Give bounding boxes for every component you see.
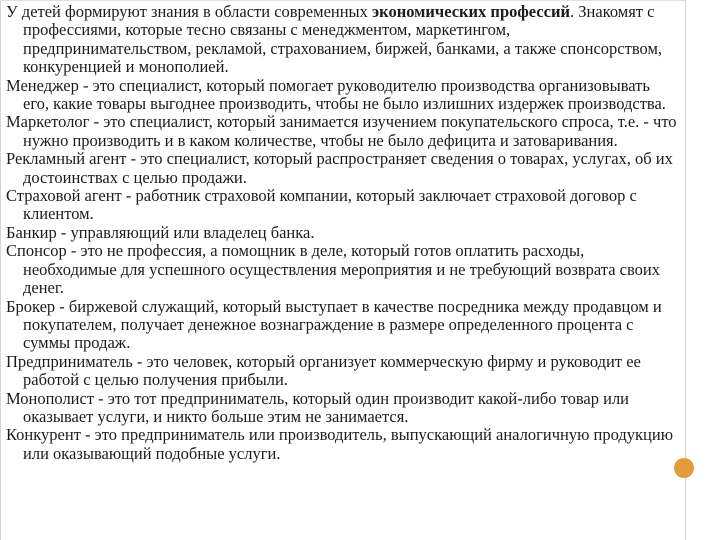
definition-sponsor: Спонсор - это не профессия, а помощник в деле, который готов оплатить расходы, необходимые для успешного осуществления мероприятия и не требующий возврата своих денег. [6,241,660,298]
definition-advertising-agent: Рекламный агент - это специалист, который распространяет сведения о товарах, услугах, об их достоинствах с целью продажи. [6,149,673,187]
definition-entrepreneur: Предприниматель - это человек, который организует коммерческую фирму и руководит ее работой с целью получения прибыли. [6,351,641,390]
intro-text: У детей формируют знания в области современных [6,2,373,21]
definition-marketer: Маркетолог - это специалист, который занимается изучением покупательского спроса, т.е. - что нужно производить и в каком количестве, чтобы не было дефицита и затоваривания. [6,112,677,150]
definition-banker: Банкир - управляющий или владелец банка. [6,222,315,242]
intro-paragraph [6,3,680,77]
definition-monopolist: Монополист - это тот предприниматель, который один производит какой-либо товар или оказывает услуги, и никто больше этим не занимается. [6,388,630,426]
intro-bold-term: экономических профессий [372,2,570,21]
definition-competitor: Конкурент - это предприниматель или производитель, выпускающий аналогичную продукцию или оказывающий подобные услуги. [6,425,674,463]
definition-insurance-agent: Страховой агент - работник страховой компании, который заключает страховой договор с клиентом. [6,186,637,224]
definition-manager: Менеджер - это специалист, который помогает руководителю производства организовывать его, какие товары выгоднее производить, чтобы не было излишних издержек производства. [6,75,666,114]
frame-top-border [0,0,686,1]
slide-text-body [6,3,680,463]
frame-left-border [0,0,1,540]
intro-rest-text: . Знакомят с профессиями, которые тесно связаны с менеджментом, маркетингом, предпринимательством, рекламой, страхованием, биржей, банками, а также спонсорством, конкуренцией и монополией. [23,2,663,77]
definition-broker: Брокер - биржевой служащий, который выступает в качестве посредника между продавцом и покупателем, получает денежное вознаграждение в размере определенного процента с суммы продаж. [6,296,662,353]
